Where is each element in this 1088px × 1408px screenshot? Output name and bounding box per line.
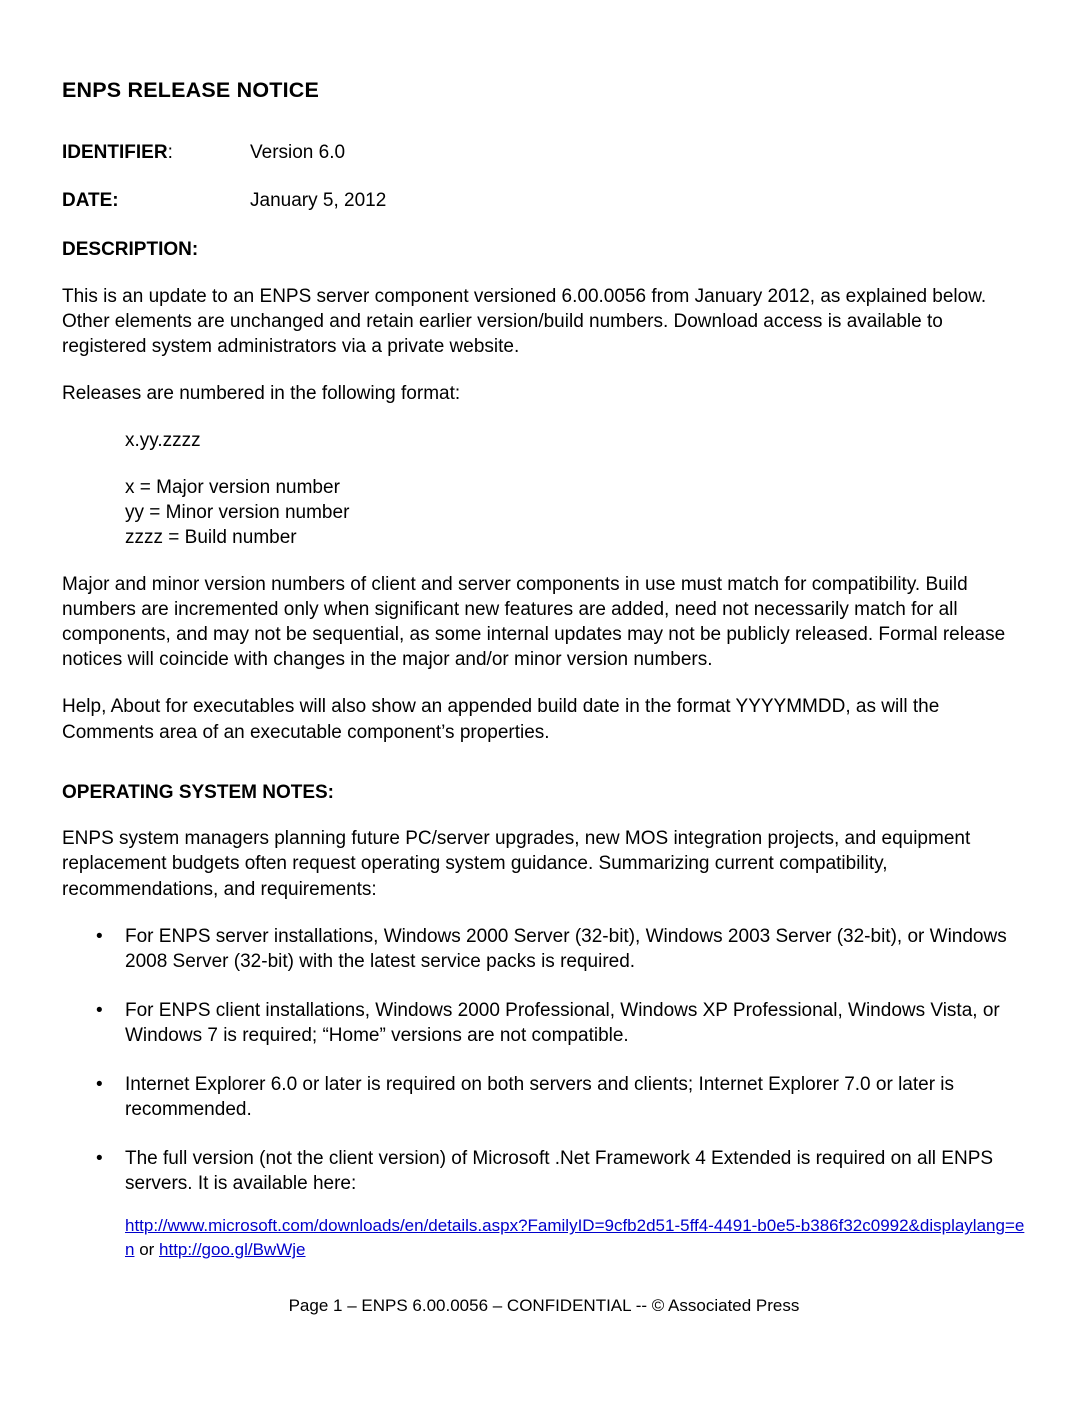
description-heading: DESCRIPTION: — [62, 238, 199, 260]
date-value: January 5, 2012 — [250, 189, 387, 211]
operating-system-notes-intro: ENPS system managers planning future PC/server upgrades, new MOS integration projects, and equipment replacement budgets often request operating system guidance. Summarizing current compatibility, recommendations, and requirements: — [62, 828, 971, 900]
description-paragraph-2: Releases are numbered in the following format: — [62, 382, 461, 404]
legend-line-build: zzzz = Build number — [125, 527, 297, 549]
link-separator: or — [134, 1240, 160, 1260]
list-item-text: Internet Explorer 6.0 or later is required on both servers and clients; Internet Explorer 7.0 or later is recommended. — [125, 1073, 955, 1121]
bullet-icon: • — [96, 1148, 103, 1170]
description-paragraph-4: Help, About for executables will also show an appended build date in the format YYYYMMDD, as will the Comments area of an executable component’s properties. — [62, 696, 940, 743]
version-format-legend — [125, 475, 1026, 550]
operating-system-notes-heading: OPERATING SYSTEM NOTES: — [62, 781, 335, 803]
description-paragraph-3: Major and minor version numbers of client and server components in use must match for compatibility. Build numbers are incremented only when significant new features are added, need not necessarily match for all components, and may not be sequential, as some internal updates may not be publicly released. Formal release notices will coincide with changes in the major and/or minor version numbers. — [62, 574, 1006, 671]
operating-system-requirements-list — [62, 924, 1026, 1197]
list-item — [62, 1146, 1026, 1196]
list-item-text: For ENPS client installations, Windows 2000 Professional, Windows XP Professional, Windows Vista, or Windows 7 is required; “Home” versions are not compatible. — [125, 999, 1000, 1046]
bullet-icon: • — [96, 999, 103, 1021]
bullet-icon: • — [96, 925, 103, 947]
identifier-colon: : — [167, 141, 173, 163]
version-format-example: x.yy.zzzz — [125, 429, 201, 451]
version-format-block — [62, 428, 1026, 550]
meta-row-identifier — [62, 142, 1026, 164]
identifier-label: IDENTIFIER: — [62, 141, 173, 163]
list-item-text: For ENPS server installations, Windows 2000 Server (32-bit), Windows 2003 Server (32-bit), or Windows 2008 Server (32-bit) with the latest service packs is required. — [125, 925, 1007, 972]
microsoft-download-link[interactable]: http://www.microsoft.com/downloads/en/details.aspx?FamilyID=9cfb2d51-5ff4-4491-b0e5-b386f32c0992&displaylang=en — [125, 1216, 1025, 1260]
bullet-icon: • — [96, 1073, 103, 1095]
page-footer: Page 1 – ENPS 6.00.0056 – CONFIDENTIAL -- © Associated Press — [288, 1296, 800, 1315]
list-item — [62, 998, 1026, 1048]
description-paragraph-1: This is an update to an ENPS server component versioned 6.00.0056 from January 2012, as explained below. Other elements are unchanged and retain earlier version/build numbers. Download access is available to registered system administrators via a private website. — [62, 285, 987, 357]
legend-line-minor: yy = Minor version number — [125, 502, 350, 524]
short-url-link[interactable]: http://goo.gl/BwWje — [159, 1240, 306, 1260]
download-links — [62, 1214, 1026, 1262]
list-item-text: The full version (not the client version) of Microsoft .Net Framework 4 Extended is required on all ENPS servers. It is available here: — [125, 1148, 994, 1195]
identifier-value: Version 6.0 — [250, 141, 346, 163]
legend-line-major: x = Major version number — [125, 476, 340, 498]
meta-row-date — [62, 190, 1026, 212]
list-item — [62, 924, 1026, 974]
date-label: DATE: — [62, 189, 119, 211]
list-item — [62, 1072, 1026, 1122]
page-title: ENPS RELEASE NOTICE — [62, 78, 320, 102]
